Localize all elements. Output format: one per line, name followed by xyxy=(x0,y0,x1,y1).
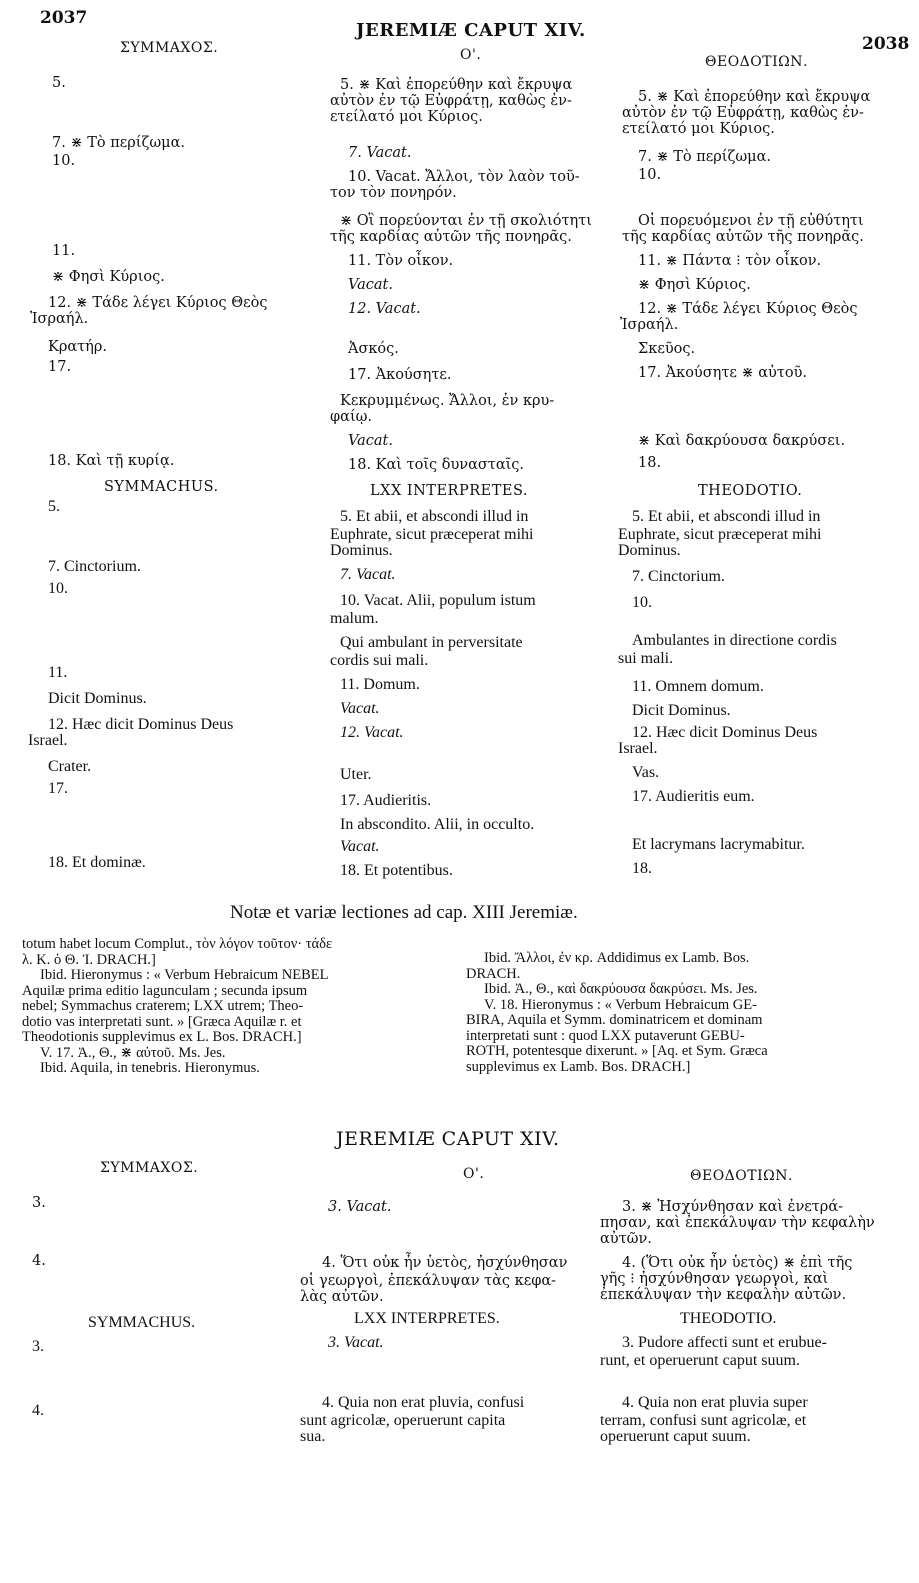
verse-line: Ἰσραήλ. xyxy=(620,317,679,333)
verse-line: 10. xyxy=(638,167,662,183)
verse-line: Οἱ πορευόμενοι ἐν τῇ εὐθύτητι xyxy=(638,213,864,229)
verse-line: ετείλατό μοι Κύριος. xyxy=(330,109,483,125)
verse-line: 7. Vacat. xyxy=(340,566,396,583)
verse-line: 5. Et abii, et abscondi illud in xyxy=(632,508,821,525)
verse-line: 17. Ἀκούσητε ⋇ αὐτοῦ. xyxy=(638,365,808,381)
verse-line: Vacat. xyxy=(348,433,393,449)
verse-line: 12. ⋇ Τάδε λέγει Κύριος Θεὸς xyxy=(638,301,858,317)
note-line: Theodotionis supplevimus ex L. Bos. DRACH.] xyxy=(22,1029,302,1045)
verse-line: Ἰσραήλ. xyxy=(30,311,89,327)
verse-line: 17. Ἀκούσητε. xyxy=(348,367,452,383)
verse-line: Dominus. xyxy=(618,542,681,559)
note-line: Ibid. Ἄλλοι, ἐν κρ. Addidimus ex Lamb. Bos. xyxy=(484,950,750,966)
verse-line: terram, confusi sunt agricolæ, et xyxy=(600,1412,807,1429)
theodotion-latin-header: THEODOTIO. xyxy=(698,483,803,499)
verse-line: γῆς ⁝ ἠσχύνθησαν γεωργοὶ, καὶ xyxy=(600,1271,829,1287)
verse-line: malum. xyxy=(330,610,379,627)
verse-line: Israel. xyxy=(618,740,658,757)
lxx-latin-header-bottom: LXX INTERPRETES. xyxy=(354,1310,500,1327)
verse-line: 4. xyxy=(32,1402,44,1419)
theodotion-greek-header: ΘΕΟΔΟΤΙΩΝ. xyxy=(705,54,808,70)
verse-line: 4. (Ὅτι οὐκ ἦν ὑετὸς) ⋇ ἐπὶ τῆς xyxy=(622,1255,853,1271)
note-line: Ibid. Hieronymus : « Verbum Hebraicum NEBEL xyxy=(40,967,329,983)
verse-line: 12. Vacat. xyxy=(348,301,421,317)
symmachus-greek-header: ΣΥΜΜΑΧΟΣ. xyxy=(120,40,219,56)
verse-line: sua. xyxy=(300,1428,326,1445)
verse-line: Vacat. xyxy=(348,277,393,293)
verse-line: 18. xyxy=(638,455,662,471)
verse-line: 10. Vacat. Alii, populum istum xyxy=(340,592,536,609)
note-line: Ibid. Aquila, in tenebris. Hieronymus. xyxy=(40,1060,260,1076)
verse-line: 5. ⋇ Καὶ ἐπορεύθην καὶ ἔκρυψα xyxy=(340,77,573,93)
page-number-right: 2038 xyxy=(862,34,910,54)
verse-line: 5. ⋇ Καὶ ἐπορεύθην καὶ ἔκρυψα xyxy=(638,89,871,105)
verse-line: 5. Et abii, et abscondi illud in xyxy=(340,508,529,525)
verse-line: ⋇ Φησὶ Κύριος. xyxy=(638,277,751,293)
verse-line: λὰς αὐτῶν. xyxy=(300,1289,384,1305)
verse-line: sui mali. xyxy=(618,650,674,667)
verse-line: 10. xyxy=(52,153,76,169)
verse-line: ⋇ Οἳ πορεύονται ἐν τῇ σκολιότητι xyxy=(340,213,592,229)
verse-line: 18. Et dominæ. xyxy=(48,854,146,871)
verse-line: φαίῳ. xyxy=(330,409,373,425)
verse-line: αὐτῶν. xyxy=(600,1231,652,1247)
verse-line: Vacat. xyxy=(340,838,380,855)
chapter-title: JEREMIÆ CAPUT XIV. xyxy=(356,20,586,41)
verse-line: 4. Ὅτι οὐκ ἦν ὑετὸς, ἠσχύνθησαν xyxy=(322,1255,568,1271)
verse-line: sunt agricolæ, operuerunt capita xyxy=(300,1412,506,1429)
verse-line: Σκεῦος. xyxy=(638,341,696,357)
verse-line: 3. xyxy=(32,1338,44,1355)
verse-line: 10. xyxy=(48,580,68,597)
verse-line: 7. ⋇ Τὸ περίζωμα. xyxy=(638,149,771,165)
verse-line: πησαν, καὶ ἐπεκάλυψαν τὴν κεφαλὴν xyxy=(600,1215,875,1231)
verse-line: 11. xyxy=(48,664,68,681)
lxx-greek-header-bottom: Ο'. xyxy=(463,1166,485,1182)
verse-line: 17. xyxy=(48,780,68,797)
verse-line: ἐπεκάλυψαν τὴν κεφαλὴν αὐτῶν. xyxy=(600,1287,847,1303)
verse-line: τῆς καρδίας αὐτῶν τῆς πονηρᾶς. xyxy=(330,229,572,245)
notes-right-column xyxy=(466,951,896,1075)
verse-line: ⋇ Φησὶ Κύριος. xyxy=(52,269,165,285)
verse-line: Qui ambulant in perversitate xyxy=(340,634,523,651)
bottom-theodotion-column xyxy=(600,1198,910,1468)
verse-line: τον τὸν πονηρόν. xyxy=(330,185,457,201)
symmachus-latin-header: SYMMACHUS. xyxy=(104,479,219,495)
verse-line: 18. xyxy=(632,860,652,877)
notes-left-column xyxy=(22,937,452,1077)
verse-line: 5. xyxy=(52,75,66,91)
verse-line: 4. Quia non erat pluvia, confusi xyxy=(322,1394,525,1411)
verse-line: runt, et operuerunt caput suum. xyxy=(600,1352,800,1369)
verse-line: Dominus. xyxy=(330,542,393,559)
verse-line: 11. Domum. xyxy=(340,676,420,693)
verse-line: 4. xyxy=(32,1253,46,1269)
verse-line: 11. ⋇ Πάντα ⁝ τὸν οἶκον. xyxy=(638,253,822,269)
note-line: V. 18. Hieronymus : « Verbum Hebraicum GE- xyxy=(484,996,757,1013)
verse-line: 10. xyxy=(632,594,652,611)
verse-line: 7. Cinctorium. xyxy=(632,568,725,585)
verse-line: Κρατήρ. xyxy=(48,339,107,355)
page-number-left: 2037 xyxy=(40,8,88,28)
verse-line: 17. Audieritis eum. xyxy=(632,788,755,805)
verse-line: Vacat. xyxy=(340,700,380,717)
verse-line: 3. xyxy=(32,1195,46,1211)
symmachus-greek-header-bottom: ΣΥΜΜΑΧΟΣ. xyxy=(100,1160,199,1176)
verse-line: 3. Pudore affecti sunt et erubue- xyxy=(622,1334,827,1351)
verse-line: Et lacrymans lacrymabitur. xyxy=(632,836,805,853)
bottom-lxx-column xyxy=(300,1198,590,1468)
verse-line: 11. Τὸν οἶκον. xyxy=(348,253,454,269)
verse-line: ετείλατό μοι Κύριος. xyxy=(622,121,775,137)
note-line: λ. Κ. ὁ Θ. Ἰ. DRACH.] xyxy=(22,951,156,968)
note-line: dotio vas interpretati sunt. » [Græca Aquilæ r. et xyxy=(22,1013,302,1030)
top-symmachus-column xyxy=(28,74,318,874)
lxx-greek-header: Ο'. xyxy=(460,47,482,63)
verse-line: 5. xyxy=(48,498,60,515)
verse-line: 10. Vacat. Ἄλλοι, τὸν λαὸν τοῦ- xyxy=(348,169,580,185)
verse-line: Dicit Dominus. xyxy=(48,690,147,707)
verse-line: Euphrate, sicut præceperat mihi xyxy=(330,526,534,543)
verse-line: 18. Καὶ τῇ κυρίᾳ. xyxy=(48,453,175,469)
verse-line: 12. Vacat. xyxy=(340,724,404,741)
verse-line: 12. Hæc dicit Dominus Deus xyxy=(632,724,818,741)
note-line: nebel; Symmachus craterem; LXX utrem; Theo- xyxy=(22,998,304,1014)
note-line: BIRA, Aquila et Symm. dominatricem et dominam xyxy=(466,1012,763,1028)
bottom-symmachus-column xyxy=(28,1194,308,1424)
verse-line: Vas. xyxy=(632,764,660,781)
verse-line: Crater. xyxy=(48,758,92,775)
note-line: totum habet locum Complut., τὸν λόγον τοῦτον· τάδε xyxy=(22,936,333,952)
verse-line: Euphrate, sicut præceperat mihi xyxy=(618,526,822,543)
verse-line: 3. Vacat. xyxy=(328,1334,384,1351)
verse-line: Ἀσκός. xyxy=(348,341,399,357)
theodotion-greek-header-bottom: ΘΕΟΔΟΤΙΩΝ. xyxy=(690,1168,793,1184)
verse-line: τῆς καρδίας αὐτῶν τῆς πονηρᾶς. xyxy=(622,229,864,245)
verse-line: Dicit Dominus. xyxy=(632,702,731,719)
verse-line: ⋇ Καὶ δακρύουσα δακρύσει. xyxy=(638,433,846,449)
verse-line: οἱ γεωργοὶ, ἐπεκάλυψαν τὰς κεφα- xyxy=(300,1273,557,1289)
note-line: ROTH, potentesque dixerunt. » [Aq. et Sym. Græca xyxy=(466,1043,768,1059)
notes-title: Notæ et variæ lectiones ad cap. XIII Jeremiæ. xyxy=(230,902,578,923)
theodotion-latin-header-bottom: THEODOTIO. xyxy=(680,1310,777,1327)
verse-line: Uter. xyxy=(340,766,372,783)
verse-line: cordis sui mali. xyxy=(330,652,429,669)
verse-line: Ambulantes in directione cordis xyxy=(632,632,837,649)
verse-line: 11. xyxy=(52,243,76,259)
verse-line: operuerunt caput suum. xyxy=(600,1428,751,1445)
lxx-latin-header: LXX INTERPRETES. xyxy=(370,483,529,499)
verse-line: αὐτὸν ἐν τῷ Εὐφράτῃ, καθὼς ἐν- xyxy=(622,105,864,121)
verse-line: 12. Hæc dicit Dominus Deus xyxy=(48,716,234,733)
verse-line: In abscondito. Alii, in occulto. xyxy=(340,816,535,833)
top-lxx-column xyxy=(330,76,605,886)
verse-line: 3. ⋇ Ἠσχύνθησαν καὶ ἐνετρά- xyxy=(622,1199,844,1215)
note-line: Ibid. Ἀ., Θ., καὶ δακρύουσα δακρύσει. Ms. Jes. xyxy=(484,981,758,997)
verse-line: 17. xyxy=(48,359,72,375)
chapter-title-bottom: JEREMIÆ CAPUT XIV. xyxy=(336,1128,560,1150)
verse-line: 7. Vacat. xyxy=(348,145,412,161)
note-line: Aquilæ prima editio lagunculam ; secunda ipsum xyxy=(22,982,308,999)
verse-line: 17. Audieritis. xyxy=(340,792,432,809)
verse-line: 12. ⋇ Τάδε λέγει Κύριος Θεὸς xyxy=(48,295,268,311)
verse-line: Κεκρυμμένως. Ἄλλοι, ἐν κρυ- xyxy=(340,393,555,409)
verse-line: Israel. xyxy=(28,732,68,749)
verse-line: 7. Cinctorium. xyxy=(48,558,141,575)
verse-line: αὐτὸν ἐν τῷ Εὐφράτῃ, καθὼς ἐν- xyxy=(330,93,572,109)
note-line: supplevimus ex Lamb. Bos. DRACH.] xyxy=(466,1058,691,1075)
note-line: V. 17. Ἀ., Θ., ⋇ αὐτοῦ. Ms. Jes. xyxy=(40,1044,226,1061)
note-line: DRACH. xyxy=(466,965,521,982)
top-theodotion-column xyxy=(618,88,908,888)
verse-line: 3. Vacat. xyxy=(328,1199,392,1215)
note-line: interpretati sunt : quod LXX putaverunt GEBU- xyxy=(466,1027,745,1044)
symmachus-latin-header-bottom: SYMMACHUS. xyxy=(88,1314,196,1331)
verse-line: 4. Quia non erat pluvia super xyxy=(622,1394,808,1411)
verse-line: 11. Omnem domum. xyxy=(632,678,764,695)
verse-line: 7. ⋇ Τὸ περίζωμα. xyxy=(52,135,185,151)
verse-line: 18. Καὶ τοῖς δυνασταῖς. xyxy=(348,457,525,473)
verse-line: 18. Et potentibus. xyxy=(340,862,453,879)
